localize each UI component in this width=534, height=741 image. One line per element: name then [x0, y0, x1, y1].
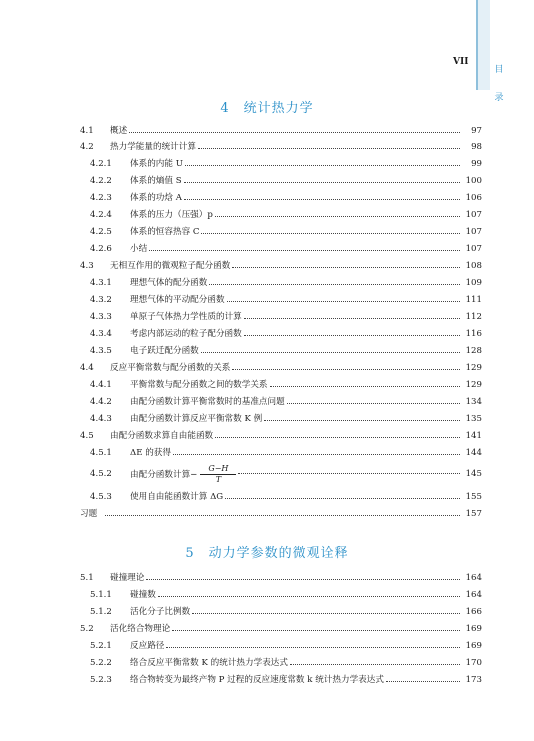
- toc-entry-page: 169: [465, 624, 482, 634]
- chapter-title: 5 动力学参数的微观诠释: [185, 546, 349, 561]
- toc-entry-number: 4.2.3: [90, 193, 112, 203]
- toc-entry-number: 4.4.1: [90, 380, 112, 390]
- toc-entry-title: 理想气体的平动配分函数: [130, 295, 225, 305]
- side-tab-char: 目: [494, 65, 504, 75]
- toc-entry[interactable]: [80, 586, 482, 600]
- leader-dots: [149, 249, 460, 251]
- toc-entry[interactable]: [80, 325, 482, 339]
- toc-entry-number: 习题: [80, 509, 98, 519]
- toc-entry-page: 109: [465, 278, 482, 288]
- toc-entry-number: 4.3.3: [90, 312, 112, 322]
- toc-entry-page: 157: [465, 509, 482, 519]
- leader-dots: [244, 334, 460, 336]
- toc-entry-title: 碰撞数: [130, 590, 156, 600]
- toc-entry-title: 由配分函数计算−: [130, 470, 198, 480]
- toc-entry-title: 使用自由能函数计算 ΔG: [130, 492, 224, 502]
- toc-entry-number: 4.4: [80, 363, 94, 373]
- toc-entry-title: 络合反应平衡常数 K 的统计热力学表达式: [130, 658, 288, 668]
- toc-entry-title: 理想气体的配分函数: [130, 278, 208, 288]
- toc-entry[interactable]: [80, 393, 482, 407]
- side-accent-bar: [478, 0, 490, 90]
- toc-entry[interactable]: [80, 444, 482, 458]
- toc-entry-number: 4.3.1: [90, 278, 112, 288]
- toc-entry[interactable]: [80, 461, 482, 487]
- toc-entry[interactable]: [80, 138, 482, 152]
- toc-entry-page: 128: [465, 346, 482, 356]
- leader-dots: [185, 164, 460, 166]
- formula-numerator: G−H: [208, 463, 229, 473]
- toc-entry-page: 166: [465, 607, 482, 617]
- toc-entry-page: 116: [465, 329, 482, 339]
- toc-entry-title: 活化分子比例数: [130, 607, 191, 617]
- toc-entry[interactable]: [80, 240, 482, 254]
- toc-entry[interactable]: [80, 603, 482, 617]
- leader-dots: [287, 402, 460, 404]
- toc-entry-title: 活化络合物理论: [110, 624, 171, 634]
- toc-entry[interactable]: [80, 122, 482, 136]
- toc-entry-page: 170: [465, 658, 482, 668]
- toc-entry[interactable]: [80, 637, 482, 651]
- toc-entry-page: 164: [465, 590, 482, 600]
- toc-entry-page: 106: [465, 193, 482, 203]
- toc-entry-title: 热力学能量的统计计算: [110, 142, 196, 152]
- leader-dots: [198, 147, 460, 149]
- toc-entry[interactable]: [80, 410, 482, 424]
- toc-entry[interactable]: [80, 291, 482, 305]
- toc-entry-title: 单原子气体热力学性质的计算: [130, 312, 242, 322]
- leader-dots: [105, 514, 460, 516]
- toc-entry-title: 由配分函数计算反应平衡常数 K 例: [130, 414, 263, 424]
- toc-entry-number: 4.2.1: [90, 159, 112, 169]
- toc-entry[interactable]: [80, 189, 482, 203]
- toc-entry-number: 4.2: [80, 142, 94, 152]
- toc-entry-title: 反应路径: [130, 641, 165, 651]
- toc-entry-number: 4.3.2: [90, 295, 112, 305]
- toc-entry-title: 碰撞理论: [110, 573, 145, 583]
- toc-entry[interactable]: [80, 308, 482, 322]
- toc-entry-title: 概述: [110, 126, 128, 136]
- toc-entry-page: 107: [465, 227, 482, 237]
- toc-entry[interactable]: [80, 155, 482, 169]
- chapter-title: 4 统计热力学: [220, 101, 314, 116]
- toc-entry[interactable]: [80, 172, 482, 186]
- toc-entry-title: 体系的恒容热容 C: [130, 227, 200, 237]
- leader-dots: [173, 453, 460, 455]
- toc-entry-title: 由配分函数求算自由能函数: [110, 431, 214, 441]
- toc-entry-title: 电子跃迁配分函数: [130, 346, 199, 356]
- toc-entry-number: 5.1: [80, 573, 94, 583]
- toc-entry[interactable]: [80, 427, 482, 441]
- toc-entry-number: 4.2.5: [90, 227, 112, 237]
- toc-entry[interactable]: [80, 654, 482, 668]
- leader-dots: [232, 266, 460, 268]
- toc-entry[interactable]: [80, 569, 482, 583]
- toc-entry-title: 络合物转变为最终产物 P 过程的反应速度常数 k 统计热力学表达式: [130, 675, 384, 685]
- toc-entry-page: 173: [465, 675, 482, 685]
- toc-entry-number: 4.5.3: [90, 492, 112, 502]
- toc-entry-number: 5.1.1: [90, 590, 112, 600]
- toc-entry-page: 134: [465, 397, 482, 407]
- toc-entry-number: 4.3.4: [90, 329, 112, 339]
- leader-dots: [386, 680, 460, 682]
- toc-entry-page: 112: [465, 312, 482, 322]
- leader-dots: [192, 612, 460, 614]
- toc-entry-title: 体系的熵值 S: [130, 176, 182, 186]
- formula-fraction: [200, 464, 236, 485]
- toc-entry-page: 144: [465, 448, 482, 458]
- toc-entry-page: 164: [465, 573, 482, 583]
- leader-dots: [184, 198, 460, 200]
- leader-dots: [215, 436, 460, 438]
- leader-dots: [232, 368, 460, 370]
- toc-entry-page: 107: [465, 244, 482, 254]
- toc-entry[interactable]: [80, 342, 482, 356]
- toc-entry-number: 4.3: [80, 261, 94, 271]
- toc-entry-page: 111: [465, 295, 482, 305]
- leader-dots: [172, 629, 460, 631]
- toc-entry-page: 135: [465, 414, 482, 424]
- toc-entry-number: 5.2.1: [90, 641, 112, 651]
- toc-entry-title: 无相互作用的微观粒子配分函数: [110, 261, 231, 271]
- toc-entry-number: 5.2.2: [90, 658, 112, 668]
- leader-dots: [184, 181, 460, 183]
- toc-entry-page: 99: [471, 159, 482, 169]
- formula-denominator: T: [215, 474, 222, 484]
- toc-entry-page: 129: [465, 380, 482, 390]
- leader-dots: [209, 283, 460, 285]
- side-tab-char: 录: [494, 93, 504, 103]
- toc-entry-page: 129: [465, 363, 482, 373]
- toc-entry-page: 141: [465, 431, 482, 441]
- toc-entry-number: 4.4.3: [90, 414, 112, 424]
- toc-entry-page: 169: [465, 641, 482, 651]
- toc-entry-page: 145: [465, 469, 482, 479]
- toc-entry[interactable]: [80, 488, 482, 502]
- toc-entry-title: 反应平衡常数与配分函数的关系: [110, 363, 231, 373]
- toc-entry[interactable]: [80, 223, 482, 237]
- toc-entry[interactable]: [80, 505, 482, 519]
- toc-entry-number: 4.3.5: [90, 346, 112, 356]
- toc-entry-page: 100: [465, 176, 482, 186]
- leader-dots: [158, 595, 460, 597]
- toc-entry[interactable]: [80, 274, 482, 288]
- toc-entry-number: 5.1.2: [90, 607, 112, 617]
- toc-entry-title: 体系的压力（压强）p: [130, 210, 213, 220]
- leader-dots: [264, 419, 460, 421]
- toc-entry-title: 考虑内部运动的粒子配分函数: [130, 329, 242, 339]
- toc-entry-title: 小结: [130, 244, 148, 254]
- leader-dots: [227, 300, 460, 302]
- toc-entry-title: ΔE 的获得: [130, 448, 171, 458]
- leader-dots: [129, 131, 460, 133]
- toc-entry-page: 97: [471, 126, 482, 136]
- leader-dots: [244, 317, 460, 319]
- leader-dots: [238, 472, 460, 474]
- toc-entry[interactable]: [80, 257, 482, 271]
- leader-dots: [166, 646, 460, 648]
- toc-entry-number: 4.5.2: [90, 469, 112, 479]
- toc-entry-number: 4.2.2: [90, 176, 112, 186]
- toc-entry-number: 4.2.4: [90, 210, 112, 220]
- leader-dots: [201, 232, 460, 234]
- leader-dots: [225, 497, 460, 499]
- toc-entry-number: 5.2.3: [90, 675, 112, 685]
- leader-dots: [290, 663, 460, 665]
- leader-dots: [146, 578, 460, 580]
- toc-entry[interactable]: [80, 206, 482, 220]
- leader-dots: [201, 351, 460, 353]
- page-number: VII: [453, 57, 469, 67]
- toc-entry-number: 4.5: [80, 431, 94, 441]
- toc-entry[interactable]: [80, 620, 482, 634]
- toc-entry[interactable]: [80, 359, 482, 373]
- toc-entry-number: 4.1: [80, 126, 94, 136]
- toc-entry-title: 体系的内能 U: [130, 159, 183, 169]
- toc-entry[interactable]: [80, 376, 482, 390]
- toc-entry-page: 155: [465, 492, 482, 502]
- toc-entry-page: 108: [465, 261, 482, 271]
- toc-entry-title: 体系的功焓 A: [130, 193, 182, 203]
- toc-entry-page: 98: [471, 142, 482, 152]
- toc-entry-title: 由配分函数计算平衡常数时的基准点问题: [130, 397, 285, 407]
- toc-entry-number: 4.4.2: [90, 397, 112, 407]
- toc-entry-number: 4.2.6: [90, 244, 112, 254]
- toc-entry-number: 5.2: [80, 624, 94, 634]
- toc-entry-title: 平衡常数与配分函数之间的数学关系: [130, 380, 268, 390]
- toc-entry-page: 107: [465, 210, 482, 220]
- leader-dots: [270, 385, 460, 387]
- toc-entry-number: 4.5.1: [90, 448, 112, 458]
- leader-dots: [215, 215, 460, 217]
- toc-entry[interactable]: [80, 671, 482, 685]
